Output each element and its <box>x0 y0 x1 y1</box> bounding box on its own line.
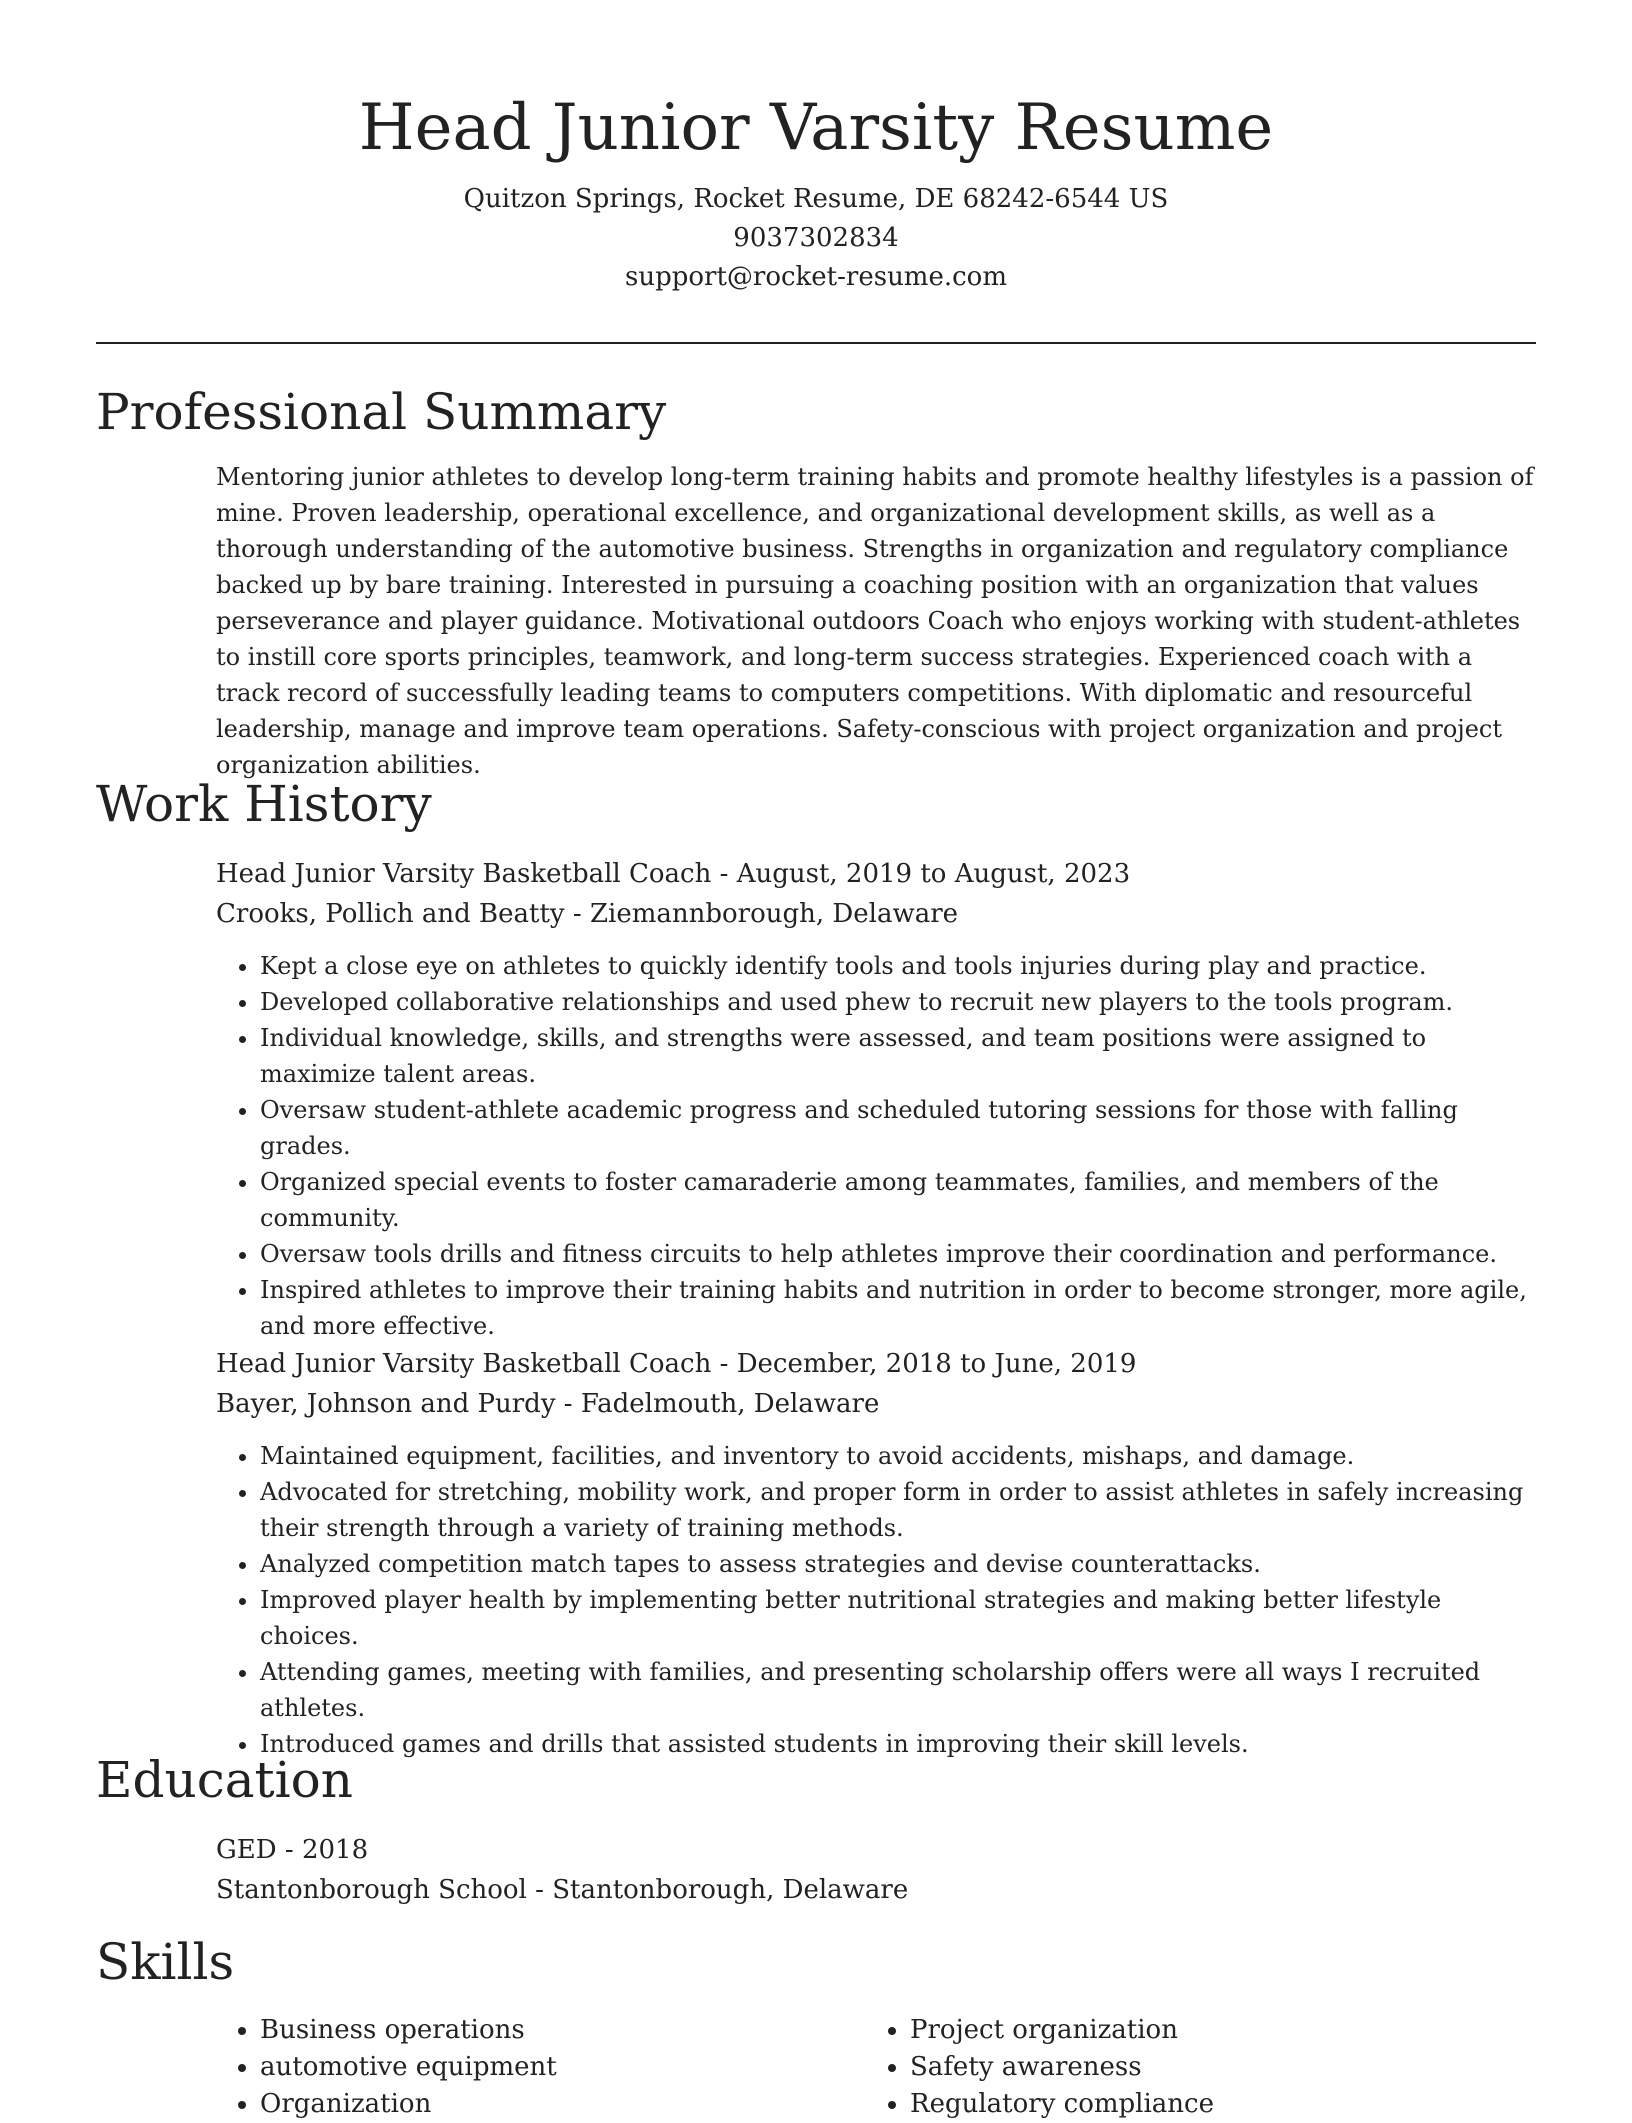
skill-item: • Organization <box>260 2086 866 2123</box>
list-item: • Developed collaborative relationships and used phew to recruit new players to the tools program. <box>260 984 1536 1020</box>
job-entry <box>216 1344 1536 1762</box>
skill-item: • Business operations <box>260 2012 866 2049</box>
job-title-line <box>216 1344 1536 1384</box>
separator: - <box>711 859 737 889</box>
skill-item: • Regulatory compliance <box>910 2086 1516 2123</box>
separator: - <box>526 1875 553 1905</box>
skill-item: • automotive equipment <box>260 2049 866 2086</box>
skills-column-right <box>866 2012 1516 2123</box>
job-location: Fadelmouth, Delaware <box>580 1389 880 1419</box>
skill-item: • Safety awareness <box>910 2049 1516 2086</box>
separator: - <box>711 1349 737 1379</box>
job-role: Head Junior Varsity Basketball Coach <box>216 859 712 889</box>
list-item: • Advocated for stretching, mobility work, and proper form in order to assist athletes in safely increasing their strength through a variety of training methods. <box>260 1474 1536 1546</box>
job-bullets <box>216 1438 1536 1762</box>
job-title-line <box>216 854 1536 894</box>
list-item: • Introduced games and drills that assisted students in improving their skill levels. <box>260 1726 1536 1762</box>
resume-header <box>96 82 1536 297</box>
list-item: • Attending games, meeting with families, and presenting scholarship offers were all ways I recruited athletes. <box>260 1654 1536 1726</box>
job-role: Head Junior Varsity Basketball Coach <box>216 1349 712 1379</box>
resume-name: Head Junior Varsity Resume <box>358 91 1274 165</box>
address: Quitzon Springs, Rocket Resume, DE 68242-6544 US <box>463 184 1169 214</box>
summary-text: Mentoring junior athletes to develop long-term training habits and promote healthy lifestyles is a passion of mine. Proven leadership, operational excellence, and organizational development skills, as well as a thorough understanding of the automotive business. Strengths in organization and regulatory compliance backed up by bare training. Interested in pursuing a coaching position with an organization that values perseverance and player guidance. Motivational outdoors Coach who enjoys working with student-athletes to instill core sports principles, teamwork, and long-term success strategies. Experienced coach with a track record of successfully leading teams to computers competitions. With diplomatic and resourceful leadership, manage and improve team operations. Safety-conscious with project organization and project organization abilities. <box>216 463 1534 779</box>
job-company: Crooks, Pollich and Beatty <box>216 899 565 929</box>
job-company-line <box>216 1384 1536 1424</box>
list-item: • Oversaw tools drills and fitness circuits to help athletes improve their coordination and performance. <box>260 1236 1536 1272</box>
email: support@rocket-resume.com <box>624 262 1007 292</box>
school-line <box>216 1870 1536 1910</box>
skill-item: • Project organization <box>910 2012 1516 2049</box>
job-dates: August, 2019 to August, 2023 <box>736 859 1131 889</box>
job-dates: December, 2018 to June, 2019 <box>736 1349 1137 1379</box>
separator: - <box>276 1835 302 1865</box>
education-heading: Education <box>96 1751 353 1809</box>
list-item: • Individual knowledge, skills, and strengths were assessed, and team positions were assigned to maximize talent areas. <box>260 1020 1536 1092</box>
list-item: • Kept a close eye on athletes to quickly identify tools and tools injuries during play and practice. <box>260 948 1536 984</box>
separator: - <box>555 1389 581 1419</box>
skills-heading: Skills <box>96 1933 235 1991</box>
phone: 9037302834 <box>733 223 899 253</box>
list-item: • Analyzed competition match tapes to assess strategies and devise counterattacks. <box>260 1546 1536 1582</box>
job-company: Bayer, Johnson and Purdy <box>216 1389 556 1419</box>
school-name: Stantonborough School <box>216 1875 527 1905</box>
list-item: • Improved player health by implementing better nutritional strategies and making better lifestyle choices. <box>260 1582 1536 1654</box>
school-location: Stantonborough, Delaware <box>552 1875 909 1905</box>
list-item: • Oversaw student-athlete academic progress and scheduled tutoring sessions for those with falling grades. <box>260 1092 1536 1164</box>
skills-section <box>216 2012 1536 2123</box>
education-entry <box>216 1830 1536 1910</box>
degree: GED <box>216 1835 277 1865</box>
graduation-year: 2018 <box>301 1835 369 1865</box>
contact-info <box>96 180 1536 297</box>
job-entry <box>216 854 1536 1344</box>
separator: - <box>564 899 590 929</box>
skills-grid <box>216 2012 1536 2123</box>
list-item: • Inspired athletes to improve their training habits and nutrition in order to become stronger, more agile, and more effective. <box>260 1272 1536 1344</box>
list-item: • Organized special events to foster camaraderie among teammates, families, and members of the community. <box>260 1164 1536 1236</box>
summary-section <box>216 459 1536 783</box>
degree-line <box>216 1830 1536 1870</box>
list-item: • Maintained equipment, facilities, and inventory to avoid accidents, mishaps, and damage. <box>260 1438 1536 1474</box>
job-bullets <box>216 948 1536 1344</box>
job-location: Ziemannborough, Delaware <box>589 899 959 929</box>
summary-heading: Professional Summary <box>96 383 667 441</box>
work-history-heading: Work History <box>96 775 432 833</box>
header-divider <box>96 342 1536 344</box>
skills-column-left <box>216 2012 866 2123</box>
job-company-line <box>216 894 1536 934</box>
